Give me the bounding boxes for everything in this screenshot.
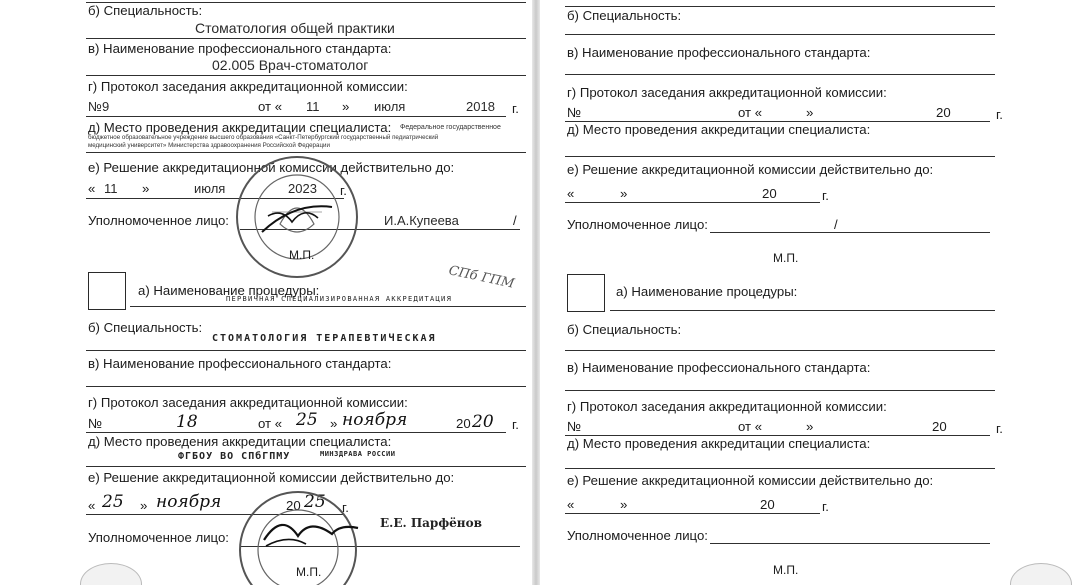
decision2-day: 25 — [102, 492, 124, 512]
seal-mp: М.П. — [773, 251, 799, 265]
specialty2-label: б) Специальность: — [567, 322, 682, 337]
rule — [710, 543, 990, 544]
decision2-year-suffix: г. — [342, 500, 349, 515]
place-stamp-line-1: Федеральное государственное — [400, 124, 501, 131]
right-page — [540, 0, 1075, 585]
place2-value-2: МИНЗДРАВА РОССИИ — [320, 450, 396, 458]
rule — [130, 306, 526, 307]
protocol-year-suffix: г. — [512, 101, 519, 116]
decision2-open: « — [88, 498, 96, 513]
decision2-month: ноября — [156, 492, 222, 512]
protocol-number-sign: № — [567, 105, 582, 120]
seal2-mp: М.П. — [773, 563, 799, 577]
authorized2-label: Уполномоченное лицо: — [88, 530, 229, 545]
rule — [86, 386, 526, 387]
authorized-name: И.А.Купеева — [384, 213, 459, 228]
rule — [565, 513, 820, 514]
rule — [86, 75, 526, 76]
procedure-label: а) Наименование процедуры: — [616, 284, 798, 299]
place2-label: д) Место проведения аккредитации специалиста: — [567, 436, 871, 451]
decision-open: « — [567, 186, 575, 201]
protocol-label: г) Протокол заседания аккредитационной комиссии: — [88, 79, 408, 94]
seal-mp: М.П. — [289, 248, 315, 262]
protocol2-label: г) Протокол заседания аккредитационной комиссии: — [88, 395, 408, 410]
standard-label: в) Наименование профессионального стандарта: — [567, 45, 871, 60]
protocol-label: г) Протокол заседания аккредитационной комиссии: — [567, 85, 887, 100]
decision2-year: 25 — [304, 492, 326, 512]
decision-open: « — [88, 181, 96, 196]
place-label: д) Место проведения аккредитации специалиста: — [567, 122, 871, 137]
standard2-label: в) Наименование профессионального стандарта: — [88, 356, 392, 371]
rule — [610, 310, 995, 311]
decision-year-prefix: 20 — [762, 186, 777, 201]
rule — [565, 390, 995, 391]
decision-label: е) Решение аккредитационной комиссии действительно до: — [88, 160, 455, 175]
protocol-date-close: » — [806, 105, 814, 120]
decision2-year-prefix: 20 — [760, 497, 775, 512]
rule — [86, 38, 526, 39]
procedure-checkbox[interactable] — [567, 274, 605, 312]
authorized-slash: / — [513, 213, 517, 228]
decision2-label: е) Решение аккредитационной комиссии действительно до: — [88, 470, 455, 485]
standard-value: 02.005 Врач-стоматолог — [212, 57, 369, 73]
protocol-date-close: » — [342, 99, 350, 114]
rule — [86, 116, 506, 117]
decision2-year-suffix: г. — [822, 499, 829, 514]
protocol2-date-open: от « — [738, 419, 763, 434]
specialty2-value: СТОМАТОЛОГИЯ ТЕРАПЕВТИЧЕСКАЯ — [212, 333, 437, 344]
page-gutter — [532, 0, 540, 585]
left-page — [0, 0, 532, 585]
place-stamp-line-2: бюджетное образовательное учреждение высшего образования «Санкт-Петербургский государственный педиатрический — [88, 134, 439, 141]
place2-label: д) Место проведения аккредитации специалиста: — [88, 434, 392, 449]
place2-value-1: ФГБОУ ВО СПбГПМУ — [178, 451, 291, 462]
decision-year-suffix: г. — [822, 188, 829, 203]
authorized-label: Уполномоченное лицо: — [88, 213, 229, 228]
decision-year: 2023 — [288, 181, 317, 196]
decision-close: » — [142, 181, 150, 196]
decision2-year-prefix: 20 — [286, 498, 301, 513]
place-stamp-line-3: медицинский университет» Министерства здравоохранения Российской Федерации — [88, 142, 330, 149]
authorized-label: Уполномоченное лицо: — [567, 217, 708, 232]
standard-label: в) Наименование профессионального стандарта: — [88, 41, 392, 56]
authorized2-label: Уполномоченное лицо: — [567, 528, 708, 543]
protocol2-year-prefix: 20 — [456, 416, 471, 431]
rule — [565, 6, 995, 7]
decision-label: е) Решение аккредитационной комиссии действительно до: — [567, 162, 934, 177]
decision2-close: » — [620, 497, 628, 512]
procedure-checkbox[interactable] — [88, 272, 126, 310]
protocol2-year-suffix: г. — [996, 421, 1003, 436]
protocol2-date-open: от « — [258, 416, 283, 431]
protocol-day: 11 — [306, 99, 320, 114]
page-corner-ornament — [80, 563, 142, 585]
protocol2-date-close: » — [330, 416, 338, 431]
procedure-label: а) Наименование процедуры: — [138, 283, 320, 298]
protocol-year: 2018 — [466, 99, 495, 114]
protocol-year-prefix: 20 — [936, 105, 951, 120]
procedure-handwritten-note: СПб ГПМ — [447, 263, 516, 292]
protocol2-year-suffix: г. — [512, 417, 519, 432]
specialty-label: б) Специальность: — [88, 3, 203, 18]
protocol2-number-sign: № — [567, 419, 582, 434]
decision-year-suffix: г. — [340, 183, 347, 198]
specialty-value: Стоматология общей практики — [195, 20, 395, 36]
rule — [565, 468, 995, 469]
protocol2-day: 25 — [296, 410, 318, 430]
procedure-value: ПЕРВИЧНАЯ СПЕЦИАЛИЗИРОВАННАЯ АККРЕДИТАЦИЯ — [226, 295, 453, 303]
rule — [565, 202, 820, 203]
page-corner-ornament — [1010, 563, 1072, 585]
rule — [565, 34, 995, 35]
protocol2-year: 20 — [472, 412, 494, 432]
decision2-close: » — [140, 498, 148, 513]
protocol-number: №9 — [88, 99, 110, 114]
rule — [86, 350, 526, 351]
rule — [565, 74, 995, 75]
protocol-year-suffix: г. — [996, 107, 1003, 122]
protocol2-number-sign: № — [88, 416, 103, 431]
standard2-label: в) Наименование профессионального стандарта: — [567, 360, 871, 375]
protocol-date-open: от « — [258, 99, 283, 114]
seal2-mp: М.П. — [296, 565, 322, 579]
rule — [86, 466, 526, 467]
rule — [86, 432, 506, 433]
rule — [710, 232, 990, 233]
protocol2-month: ноября — [342, 410, 408, 430]
decision-close: » — [620, 186, 628, 201]
protocol-month: июля — [374, 99, 406, 114]
decision2-label: е) Решение аккредитационной комиссии действительно до: — [567, 473, 934, 488]
rule — [565, 350, 995, 351]
decision-day: 11 — [104, 181, 118, 196]
authorized-slash: / — [834, 217, 838, 232]
protocol2-year-prefix: 20 — [932, 419, 947, 434]
authorized2-name: Е.Е. Парфёнов — [380, 516, 482, 530]
decision2-open: « — [567, 497, 575, 512]
specialty2-label: б) Специальность: — [88, 320, 203, 335]
rule — [565, 156, 995, 157]
protocol-date-open: от « — [738, 105, 763, 120]
place-label: д) Место проведения аккредитации специалиста: — [88, 120, 392, 135]
protocol2-date-close: » — [806, 419, 814, 434]
specialty-label: б) Специальность: — [567, 8, 682, 23]
protocol2-number: 18 — [176, 412, 198, 432]
protocol2-label: г) Протокол заседания аккредитационной комиссии: — [567, 399, 887, 414]
decision-month: июля — [194, 181, 226, 196]
